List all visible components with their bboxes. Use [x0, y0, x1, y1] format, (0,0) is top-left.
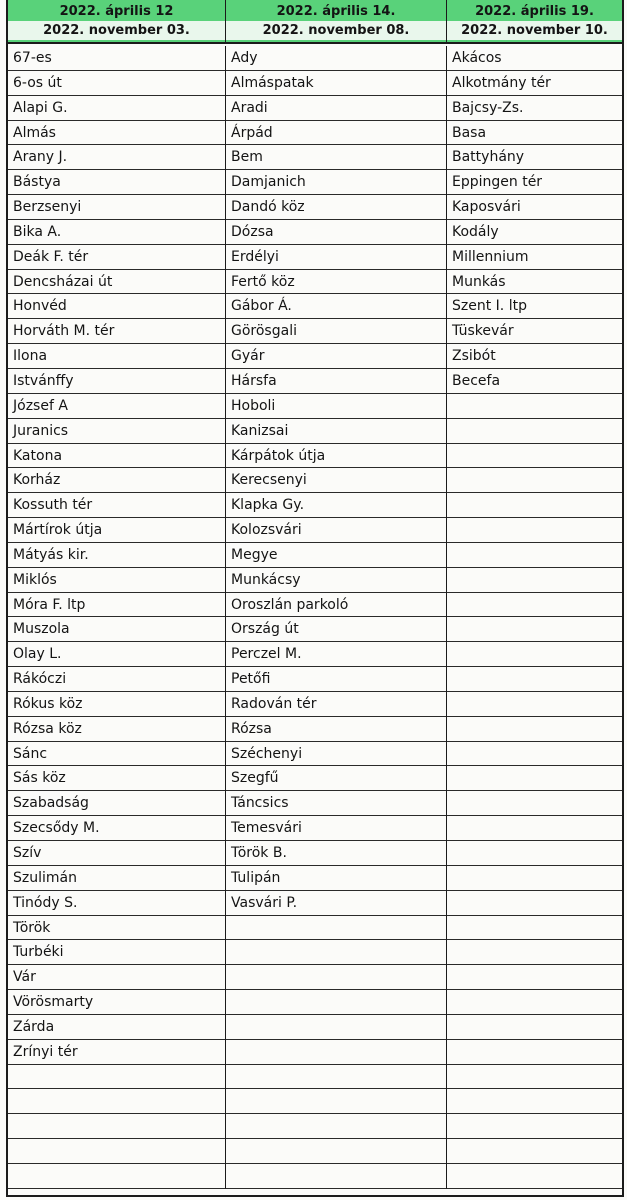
street-cell	[447, 518, 622, 543]
street-column-1	[8, 46, 226, 1189]
street-cell: Horváth M. tér	[8, 319, 225, 344]
street-cell: Tüskevár	[447, 319, 622, 344]
header-date-1: 2022. április 12	[59, 4, 174, 19]
street-cell: Petőfi	[226, 667, 446, 692]
street-cell	[226, 965, 446, 990]
street-cell: Szegfű	[226, 766, 446, 791]
schedule-table	[6, 0, 624, 1197]
street-cell: Sás köz	[8, 766, 225, 791]
street-cell: Ország út	[226, 617, 446, 642]
street-cell	[447, 568, 622, 593]
street-cell	[447, 717, 622, 742]
street-cell	[447, 940, 622, 965]
street-cell	[447, 1114, 622, 1139]
street-cell: Munkás	[447, 270, 622, 295]
street-cell	[447, 593, 622, 618]
street-cell	[447, 667, 622, 692]
header-date-1: 2022. április 14.	[276, 4, 396, 19]
street-cell: Radován tér	[226, 692, 446, 717]
street-cell: Dencsházai út	[8, 270, 225, 295]
street-cell: Muszola	[8, 617, 225, 642]
street-cell: Szabadság	[8, 791, 225, 816]
street-cell: Tulipán	[226, 866, 446, 891]
street-cell	[226, 940, 446, 965]
street-cell: Kolozsvári	[226, 518, 446, 543]
street-cell: Széchenyi	[226, 742, 446, 767]
street-cell: Ady	[226, 46, 446, 71]
street-cell: Fertő köz	[226, 270, 446, 295]
street-cell: Árpád	[226, 121, 446, 146]
street-cell: Kaposvári	[447, 195, 622, 220]
street-cell: Kárpátok útja	[226, 444, 446, 469]
header-col-3	[447, 0, 622, 42]
street-cell: Aradi	[226, 96, 446, 121]
street-cell: Oroszlán parkoló	[226, 593, 446, 618]
header-date-2: 2022. november 10.	[447, 21, 622, 40]
street-cell	[226, 1015, 446, 1040]
street-cell: Móra F. ltp	[8, 593, 225, 618]
street-cell	[447, 965, 622, 990]
street-cell: Hársfa	[226, 369, 446, 394]
street-cell: Arany J.	[8, 145, 225, 170]
street-cell	[8, 1164, 225, 1189]
street-cell: Gábor Á.	[226, 294, 446, 319]
street-cell: Szent I. ltp	[447, 294, 622, 319]
street-cell: Alkotmány tér	[447, 71, 622, 96]
street-cell: 6-os út	[8, 71, 225, 96]
header-date-2: 2022. november 08.	[226, 21, 446, 40]
street-cell	[447, 841, 622, 866]
street-cell	[8, 1089, 225, 1114]
street-column-3	[447, 46, 622, 1189]
street-cell	[226, 1164, 446, 1189]
street-cell: Dandó köz	[226, 195, 446, 220]
street-cell	[447, 394, 622, 419]
street-cell: Bika A.	[8, 220, 225, 245]
street-cell	[226, 1040, 446, 1065]
street-cell	[8, 1139, 225, 1164]
street-cell: Kossuth tér	[8, 493, 225, 518]
street-cell: Bajcsy-Zs.	[447, 96, 622, 121]
street-cell	[226, 916, 446, 941]
street-cell: Vörösmarty	[8, 990, 225, 1015]
street-cell	[447, 419, 622, 444]
street-cell: Rákóczi	[8, 667, 225, 692]
header-date-1: 2022. április 19.	[475, 4, 594, 19]
street-cell: Megye	[226, 543, 446, 568]
street-cell: Szív	[8, 841, 225, 866]
street-cell: Zárda	[8, 1015, 225, 1040]
street-cell	[447, 916, 622, 941]
street-cell: Táncsics	[226, 791, 446, 816]
street-cell: Vasvári P.	[226, 891, 446, 916]
street-cell: Bástya	[8, 170, 225, 195]
street-cell: Basa	[447, 121, 622, 146]
street-cell	[8, 1065, 225, 1090]
street-cell: Hoboli	[226, 394, 446, 419]
street-cell: Akácos	[447, 46, 622, 71]
street-cell: Miklós	[8, 568, 225, 593]
street-cell	[447, 444, 622, 469]
street-cell	[447, 1040, 622, 1065]
street-cell	[447, 891, 622, 916]
street-cell	[447, 692, 622, 717]
street-cell	[447, 543, 622, 568]
street-cell: Turbéki	[8, 940, 225, 965]
street-cell: Szulimán	[8, 866, 225, 891]
street-cell: Gyár	[226, 344, 446, 369]
street-cell: Olay L.	[8, 642, 225, 667]
street-cell	[447, 766, 622, 791]
street-cell: Mártírok útja	[8, 518, 225, 543]
street-cell: Rókus köz	[8, 692, 225, 717]
street-cell: Almáspatak	[226, 71, 446, 96]
street-cell: Kanizsai	[226, 419, 446, 444]
street-cell: Török	[8, 916, 225, 941]
street-cell: Tinódy S.	[8, 891, 225, 916]
street-cell: Klapka Gy.	[226, 493, 446, 518]
street-cell: Görösgali	[226, 319, 446, 344]
street-cell: Katona	[8, 444, 225, 469]
street-cell: Bem	[226, 145, 446, 170]
street-cell: Eppingen tér	[447, 170, 622, 195]
street-cell: Dózsa	[226, 220, 446, 245]
street-cell	[447, 1015, 622, 1040]
street-cell: Munkácsy	[226, 568, 446, 593]
street-cell: Zsibót	[447, 344, 622, 369]
street-cell: Vár	[8, 965, 225, 990]
street-cell: Perczel M.	[226, 642, 446, 667]
header-date-2: 2022. november 03.	[8, 21, 225, 40]
street-cell	[447, 742, 622, 767]
header-col-2	[226, 0, 447, 42]
street-cell	[447, 816, 622, 841]
street-cell	[226, 1139, 446, 1164]
street-cell	[447, 1139, 622, 1164]
street-cell	[447, 642, 622, 667]
street-cell: Ilona	[8, 344, 225, 369]
street-cell	[226, 1089, 446, 1114]
street-cell: Alapi G.	[8, 96, 225, 121]
street-cell	[226, 1065, 446, 1090]
street-cell	[8, 1114, 225, 1139]
street-cell	[447, 1089, 622, 1114]
street-cell	[447, 1164, 622, 1189]
street-cell	[447, 1065, 622, 1090]
street-cell	[447, 866, 622, 891]
street-cell	[447, 493, 622, 518]
street-cell: Szecsődy M.	[8, 816, 225, 841]
header-col-1	[8, 0, 226, 42]
street-cell: Erdélyi	[226, 245, 446, 270]
street-cell	[447, 990, 622, 1015]
street-cell: Battyhány	[447, 145, 622, 170]
street-cell: 67-es	[8, 46, 225, 71]
street-cell: József A	[8, 394, 225, 419]
street-cell: Almás	[8, 121, 225, 146]
street-cell: Mátyás kir.	[8, 543, 225, 568]
street-cell: Juranics	[8, 419, 225, 444]
street-cell	[226, 1114, 446, 1139]
street-cell: Rózsa köz	[8, 717, 225, 742]
street-cell: Török B.	[226, 841, 446, 866]
street-cell: Damjanich	[226, 170, 446, 195]
street-cell: Temesvári	[226, 816, 446, 841]
street-cell: Kerecsenyi	[226, 468, 446, 493]
street-cell: Rózsa	[226, 717, 446, 742]
street-cell: Istvánffy	[8, 369, 225, 394]
street-cell: Berzsenyi	[8, 195, 225, 220]
street-cell: Sánc	[8, 742, 225, 767]
street-cell: Millennium	[447, 245, 622, 270]
street-cell: Becefa	[447, 369, 622, 394]
street-cell: Deák F. tér	[8, 245, 225, 270]
street-cell	[447, 791, 622, 816]
street-cell	[226, 990, 446, 1015]
street-cell: Kodály	[447, 220, 622, 245]
street-cell	[447, 468, 622, 493]
street-grid	[8, 46, 622, 1189]
header-row	[8, 0, 622, 44]
street-column-2	[226, 46, 447, 1189]
street-cell: Korház	[8, 468, 225, 493]
street-cell: Zrínyi tér	[8, 1040, 225, 1065]
street-cell: Honvéd	[8, 294, 225, 319]
street-cell	[447, 617, 622, 642]
